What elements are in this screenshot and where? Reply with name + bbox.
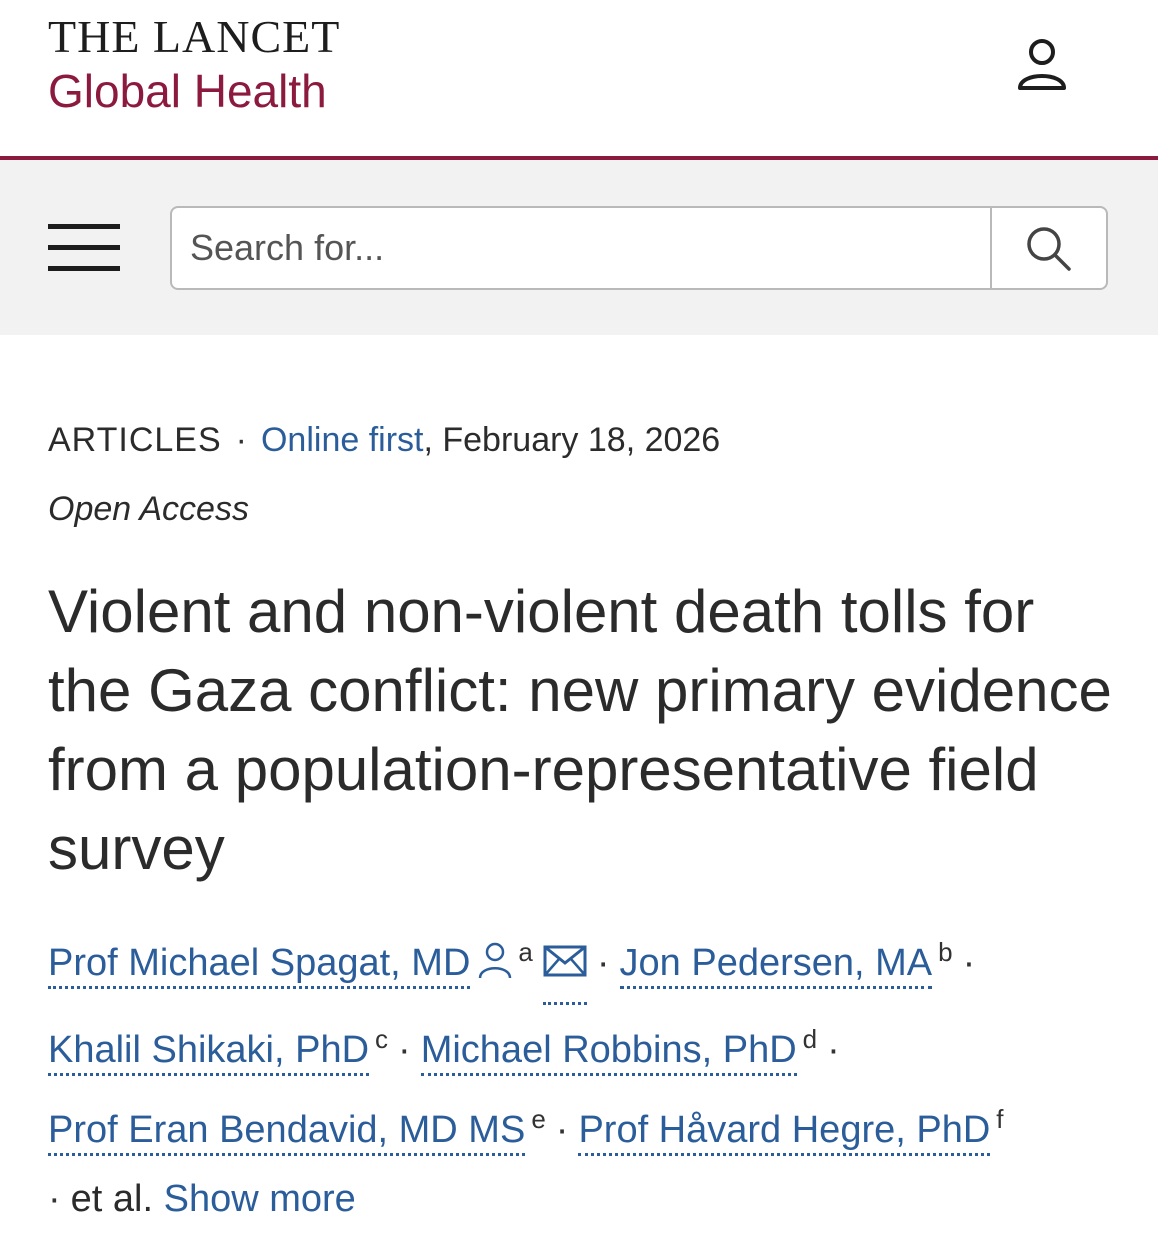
meta-separator: · — [235, 421, 247, 459]
online-first-link[interactable]: Online first — [260, 421, 424, 459]
site-header — [0, 0, 1158, 158]
author-link[interactable]: Prof Michael Spagat, MD — [48, 942, 470, 989]
publication-date: , February 18, 2026 — [423, 421, 721, 459]
affiliation-marker: f — [996, 1104, 1004, 1134]
hamburger-menu-icon[interactable] — [48, 224, 120, 276]
author-separator: · — [48, 1178, 61, 1220]
article-section: ARTICLES — [48, 421, 222, 459]
email-icon[interactable] — [543, 931, 587, 1005]
author-link[interactable]: Prof Håvard Hegre, PhD — [578, 1109, 990, 1156]
author-list — [48, 918, 1128, 1234]
show-more-link[interactable]: Show more — [163, 1178, 356, 1220]
author-link[interactable]: Prof Eran Bendavid, MD MS — [48, 1109, 525, 1156]
et-al-text: et al. — [70, 1178, 154, 1220]
affiliation-marker: e — [531, 1104, 546, 1134]
user-account-icon[interactable] — [1012, 34, 1072, 94]
search-box — [170, 206, 1108, 290]
article-title: Violent and non-violent death tolls for the Gaza conflict: new primary evidence from a population-representative field survey — [48, 578, 1112, 882]
journal-logo-subtitle[interactable]: Global Health — [48, 65, 327, 117]
affiliation-marker: c — [375, 1024, 389, 1054]
author-link[interactable]: Michael Robbins, PhD — [421, 1029, 797, 1076]
author-separator: · — [398, 1029, 411, 1071]
affiliation-marker: d — [802, 1024, 818, 1054]
open-access-label: Open Access — [48, 490, 249, 528]
author-separator: · — [962, 942, 976, 984]
article-meta — [48, 418, 720, 462]
journal-logo-title[interactable]: THE LANCET — [48, 11, 341, 62]
author-separator: · — [827, 1029, 840, 1071]
affiliation-marker: b — [938, 937, 953, 967]
author-link[interactable]: Jon Pedersen, MA — [620, 942, 933, 989]
search-input[interactable] — [172, 208, 990, 288]
search-button[interactable] — [992, 208, 1106, 288]
corresponding-author-icon — [478, 941, 512, 979]
author-link[interactable]: Khalil Shikaki, PhD — [48, 1029, 369, 1076]
search-icon — [1024, 224, 1074, 274]
affiliation-marker: a — [518, 937, 533, 967]
author-separator: · — [596, 942, 610, 984]
author-separator: · — [555, 1109, 569, 1151]
